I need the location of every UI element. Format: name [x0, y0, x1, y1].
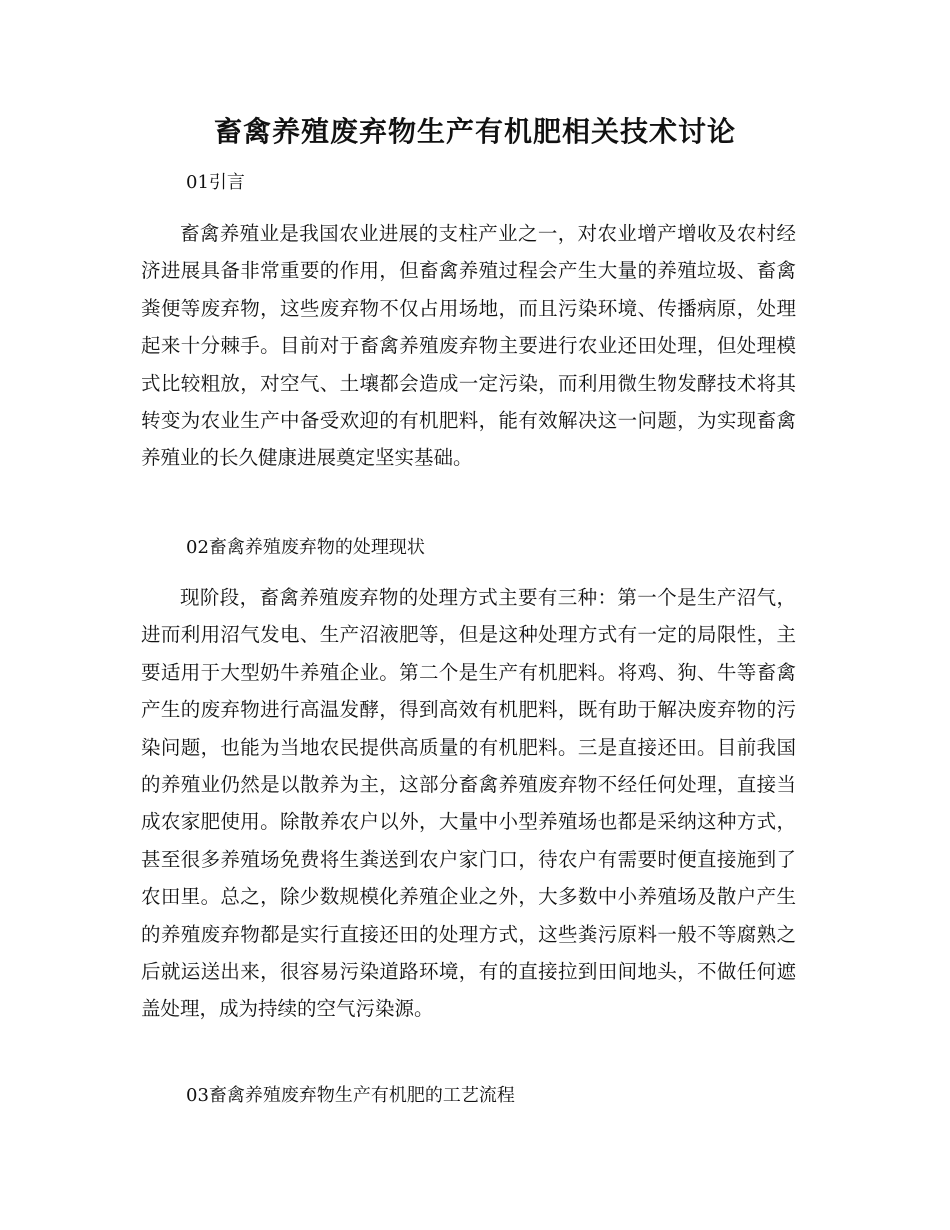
section-heading-introduction: 01引言 — [186, 172, 245, 193]
document-title: 畜禽养殖废弃物生产有机肥相关技术讨论 — [213, 115, 736, 148]
section-heading-treatment-status: 02畜禽养殖废弃物的处理现状 — [186, 537, 425, 558]
paragraph-introduction: 畜禽养殖业是我国农业进展的支柱产业之一，对农业增产增收及农村经济进展具备非常重要的作用，但畜禽养殖过程会产生大量的养殖垃圾、畜禽粪便等废弃物，这些废弃物不仅占用场地，而且污染环境、传播病原，处理起来十分棘手。目前对于畜禽养殖废弃物主要进行农业还田处理，但处理模式比较粗放，对空气、土壤都会造成一定污染，而利用微生物发酵技术将其转变为农业生产中备受欢迎的有机肥料，能有效解决这一问题，为实现畜禽养殖业的长久健康进展奠定坚实基础。 — [141, 222, 796, 470]
section-heading-process-flow: 03畜禽养殖废弃物生产有机肥的工艺流程 — [186, 1085, 515, 1106]
paragraph-treatment-status: 现阶段，畜禽养殖废弃物的处理方式主要有三种：第一个是生产沼气，进而利用沼气发电、生产沼液肥等，但是这种处理方式有一定的局限性，主要适用于大型奶牛养殖企业。第二个是生产有机肥料。将鸡、狗、牛等畜禽产生的废弃物进行高温发酵，得到高效有机肥料，既有助于解决废弃物的污染问题，也能为当地农民提供高质量的有机肥料。三是直接还田。目前我国的养殖业仍然是以散养为主，这部分畜禽养殖废弃物不经任何处理，直接当成农家肥使用。除散养农户以外，大量中小型养殖场也都是采纳这种方式，甚至很多养殖场免费将生粪送到农户家门口，待农户有需要时便直接施到了农田里。总之，除少数规模化养殖企业之外，大多数中小养殖场及散户产生的养殖废弃物都是实行直接还田的处理方式，这些粪污原料一般不等腐熟之后就运送出来，很容易污染道路环境，有的直接拉到田间地头，不做任何遮盖处理，成为持续的空气污染源。 — [141, 586, 796, 1021]
